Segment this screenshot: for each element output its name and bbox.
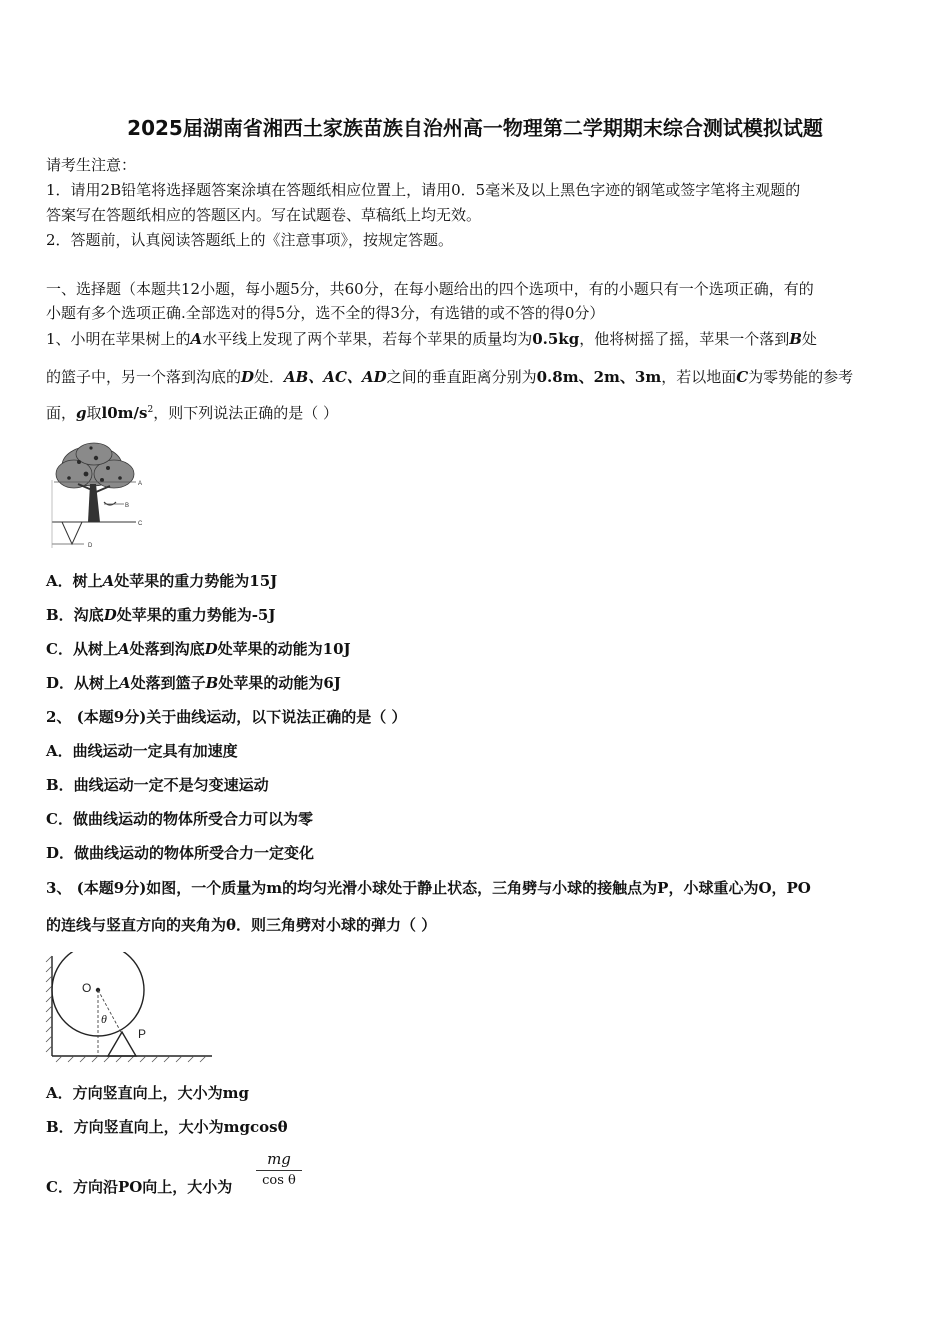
q1-var: C <box>736 368 749 386</box>
q1-option-a[interactable] <box>46 570 277 591</box>
option-var: A <box>102 572 115 590</box>
q1-text: 取 <box>86 404 102 422</box>
option-text: D．从树上 <box>46 674 120 692</box>
q1-text: 处 <box>801 330 817 348</box>
option-text: A．树上 <box>46 572 103 590</box>
floor-hatching <box>56 1056 206 1062</box>
option-text: 处苹果的重力势能为15J <box>114 572 278 590</box>
q1-var: A <box>190 330 203 348</box>
option-var: B <box>205 674 219 692</box>
option-var: A <box>119 674 131 692</box>
q2-option-a[interactable]: A．曲线运动一定具有加速度 <box>46 742 238 760</box>
q1-option-d[interactable] <box>46 672 341 693</box>
basket <box>104 502 116 505</box>
ball <box>52 952 144 1036</box>
q1-text: ，若以地面 <box>661 368 737 386</box>
ball-wedge-figure <box>44 952 216 1064</box>
q1-g-value: l0m/s <box>101 404 148 422</box>
q2-option-d[interactable]: D．做曲线运动的物体所受合力一定变化 <box>46 844 315 862</box>
notice-item-1-line-2: 答案写在答题纸相应的答题区内。写在试题卷、草稿纸上均无效。 <box>46 206 482 224</box>
ditch <box>62 522 82 544</box>
q1-distances: 0.8m、2m、3m <box>536 368 662 386</box>
q1-text: 面， <box>46 404 77 422</box>
option-text: 处苹果的动能为6J <box>218 674 341 692</box>
q1-sup: 2 <box>147 405 154 415</box>
q2-option-c[interactable]: C．做曲线运动的物体所受合力可以为零 <box>46 810 313 828</box>
q1-var-g: g <box>76 404 87 422</box>
q2-stem: 2、 (本题9分)关于曲线运动，以下说法正确的是（ ） <box>46 708 407 726</box>
q1-vars: AB、AC、AD <box>284 368 387 386</box>
option-text: 处苹果的重力势能为-5J <box>116 606 276 624</box>
exam-title: 2025届湖南省湘西土家族苗族自治州高一物理第二学期期末综合测试模拟试题 <box>127 116 823 140</box>
option-text: 处落到篮子 <box>130 674 206 692</box>
option-text: C．从树上 <box>46 640 118 658</box>
option-text: 处苹果的动能为10J <box>217 640 351 658</box>
fraction-numerator: mg <box>256 1150 302 1171</box>
q3-stem-line-2: 的连线与竖直方向的夹角为θ．则三角劈对小球的弹力（ ） <box>46 916 437 934</box>
fraction-denominator: cos θ <box>262 1173 296 1188</box>
q3-option-a[interactable]: A．方向竖直向上，大小为mg <box>46 1084 249 1102</box>
label-b: B <box>125 503 130 509</box>
option-var: D <box>103 606 117 624</box>
q1-mass: 0.5kg <box>532 330 580 348</box>
wall-hatching <box>46 956 52 1052</box>
option-var: D <box>204 640 218 658</box>
tree-canopy <box>56 443 134 488</box>
q1-var: B <box>789 330 802 348</box>
label-c: C <box>138 521 143 527</box>
q1-text: 处． <box>254 368 285 386</box>
q3-stem-line-1: 3、 (本题9分)如图，一个质量为m的均匀光滑小球处于静止状态，三角劈与小球的接触点为P，小球重心为O，PO <box>46 879 811 897</box>
notice-item-1-line-1: 1．请用2B铅笔将选择题答案涂填在答题纸相应位置上，请用0．5毫米及以上黑色字迹的钢笔或签字笔将主观题的 <box>46 181 801 199</box>
label-a: A <box>138 481 143 487</box>
notice-item-2: 2．答题前，认真阅读答题纸上的《注意事项》，按规定答题。 <box>46 231 454 249</box>
q1-text: 为零势能的参考 <box>748 368 854 386</box>
q1-stem-line-1 <box>46 328 817 349</box>
label-d: D <box>88 543 93 549</box>
q3-option-c-fraction <box>256 1150 302 1188</box>
q1-stem-line-3 <box>46 402 338 423</box>
q3-option-b[interactable]: B．方向竖直向上，大小为mgcosθ <box>46 1118 288 1136</box>
label-theta: θ <box>101 1012 107 1026</box>
notice-heading: 请考生注意： <box>46 156 137 174</box>
q1-text: 1、小明在苹果树上的 <box>46 330 191 348</box>
q3-option-c[interactable]: C．方向沿PO向上，大小为 <box>46 1178 233 1196</box>
q1-option-b[interactable] <box>46 604 275 625</box>
q2-option-b[interactable]: B．曲线运动一定不是匀变速运动 <box>46 776 269 794</box>
option-var: A <box>117 640 130 658</box>
q1-stem-line-2 <box>46 366 853 387</box>
section-1-line-1: 一、选择题（本题共12小题，每小题5分，共60分，在每小题给出的四个选项中，有的小题只有一个选项正确，有的 <box>46 280 814 298</box>
apple-tree-figure <box>44 440 154 552</box>
section-1-line-2: 小题有多个选项正确.全部选对的得5分，选不全的得3分，有选错的或不答的得0分） <box>46 304 605 322</box>
q1-text: 之间的垂直距离分别为 <box>386 368 537 386</box>
q1-text: ，则下列说法正确的是（ ） <box>153 404 338 422</box>
wedge <box>108 1032 136 1056</box>
label-p: P <box>138 1027 147 1041</box>
q1-option-c[interactable] <box>46 638 351 659</box>
q1-text: ，他将树摇了摇，苹果一个落到 <box>579 330 790 348</box>
option-text: 处落到沟底 <box>129 640 205 658</box>
label-o: O <box>82 981 92 995</box>
q1-text: 水平线上发现了两个苹果，若每个苹果的质量均为 <box>202 330 533 348</box>
option-text: B．沟底 <box>46 606 104 624</box>
q1-text: 的篮子中，另一个落到沟底的 <box>46 368 242 386</box>
q1-var: D <box>241 368 255 386</box>
